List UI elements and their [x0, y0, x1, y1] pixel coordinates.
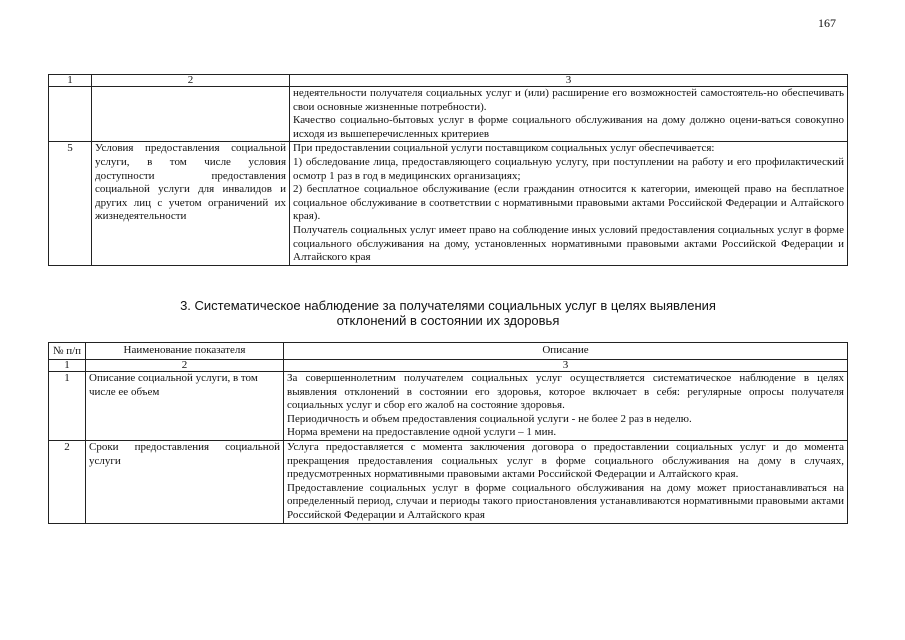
section-title [48, 298, 848, 328]
indicator-name: Условия предоставления социальной услуги, в том числе условия доступности предоставления социальной услуги для инвалидов и других лиц с учетом ограничений их жизнедеятельности [92, 142, 290, 265]
description-paragraph: При предоставлении социальной услуги поставщиком социальных услуг обеспечивается: [293, 142, 715, 155]
row-number: 5 [49, 142, 92, 265]
column-number-row [49, 75, 848, 87]
services-table-continued [48, 74, 848, 266]
col-number: 3 [284, 360, 848, 372]
row-number [49, 87, 92, 142]
column-number-row [49, 360, 848, 372]
description-cell [290, 142, 848, 265]
indicator-name [92, 87, 290, 142]
header-num: № п/п [49, 343, 86, 360]
table-row [49, 142, 848, 265]
description-paragraph: 2) бесплатное социальное обслуживание (если гражданин относится к категории, имеющей право на бесплатное социальное обслуживание в соответствии с нормативными правовыми актами Российской Федерации и Алтайского края). [293, 183, 844, 223]
description-paragraph: 1) обследование лица, предоставляющего социальную услугу, при поступлении на работу и его профилактический осмотр 1 раз в год в медицинских организациях; [293, 155, 844, 182]
description-paragraph: Норма времени на предоставление одной услуги – 1 мин. [287, 426, 557, 439]
description-paragraph: За совершеннолетним получателем социальных услуг осуществляется систематическое наблюдение в целях выявления отклонений в состоянии его здоровья, которое включает в себя: регулярные опросы получателя социальных услуг и сбор его жалоб на состояние здоровья. [287, 372, 844, 412]
row-number: 1 [49, 372, 86, 441]
header-desc: Описание [284, 343, 848, 360]
description-paragraph: Предоставление социальных услуг в форме социального обслуживания на дому может приостанавливаться на определенный период, случаи и периоды такого приостановления устанавливаются нормативными правовыми актами Российской Федерации и Алтайского края [287, 481, 844, 521]
description-paragraph: Периодичность и объем предоставления социальной услуги - не более 2 раз в неделю. [287, 412, 692, 425]
description-paragraph: Качество социально-бытовых услуг в форме социального обслуживания на дому должно оцени-ваться совокупно исходя из вышеперечисленных критериев [293, 114, 844, 140]
page-number: 167 [818, 16, 836, 30]
description-cell [290, 87, 848, 142]
indicator-name: Описание социальной услуги, в том числе ее объем [86, 372, 284, 441]
description-paragraph: недеятельности получателя социальных услуг и (или) расширение его возможностей самостоятель-но обеспечивать свои основные жизненные потребности). [293, 87, 844, 113]
section-title-line: 3. Систематическое наблюдение за получателями социальных услуг в целях выявления [180, 298, 716, 313]
description-paragraph: Услуга предоставляется с момента заключения договора о предоставлении социальных услуг и до момента прекращения предоставления социальных услуг в форме социального обслуживания на дому в случаях, предусмотренных нормативными правовыми актами Российской Федерации и Алтайского края. [287, 440, 844, 481]
row-number: 2 [49, 440, 86, 523]
table-row [49, 87, 848, 142]
col-number: 1 [49, 75, 92, 87]
section-title-line: отклонений в состоянии их здоровья [336, 313, 560, 328]
col-number: 2 [86, 360, 284, 372]
col-number: 1 [49, 360, 86, 372]
table-row [49, 372, 848, 441]
header-row [49, 343, 848, 360]
description-cell [284, 372, 848, 441]
col-number: 3 [290, 75, 848, 87]
indicator-name: Сроки предоставления социальной услуги [86, 440, 284, 523]
col-number: 2 [92, 75, 290, 87]
monitoring-table [48, 342, 848, 524]
table-row [49, 440, 848, 523]
description-cell [284, 440, 848, 523]
header-name: Наименование показателя [86, 343, 284, 360]
description-paragraph: Получатель социальных услуг имеет право на соблюдение иных условий предоставления социальных услуг в форме социального обслуживания на дому, установленных нормативными правовыми актами Российской Федерации и Алтайского края [293, 223, 844, 264]
